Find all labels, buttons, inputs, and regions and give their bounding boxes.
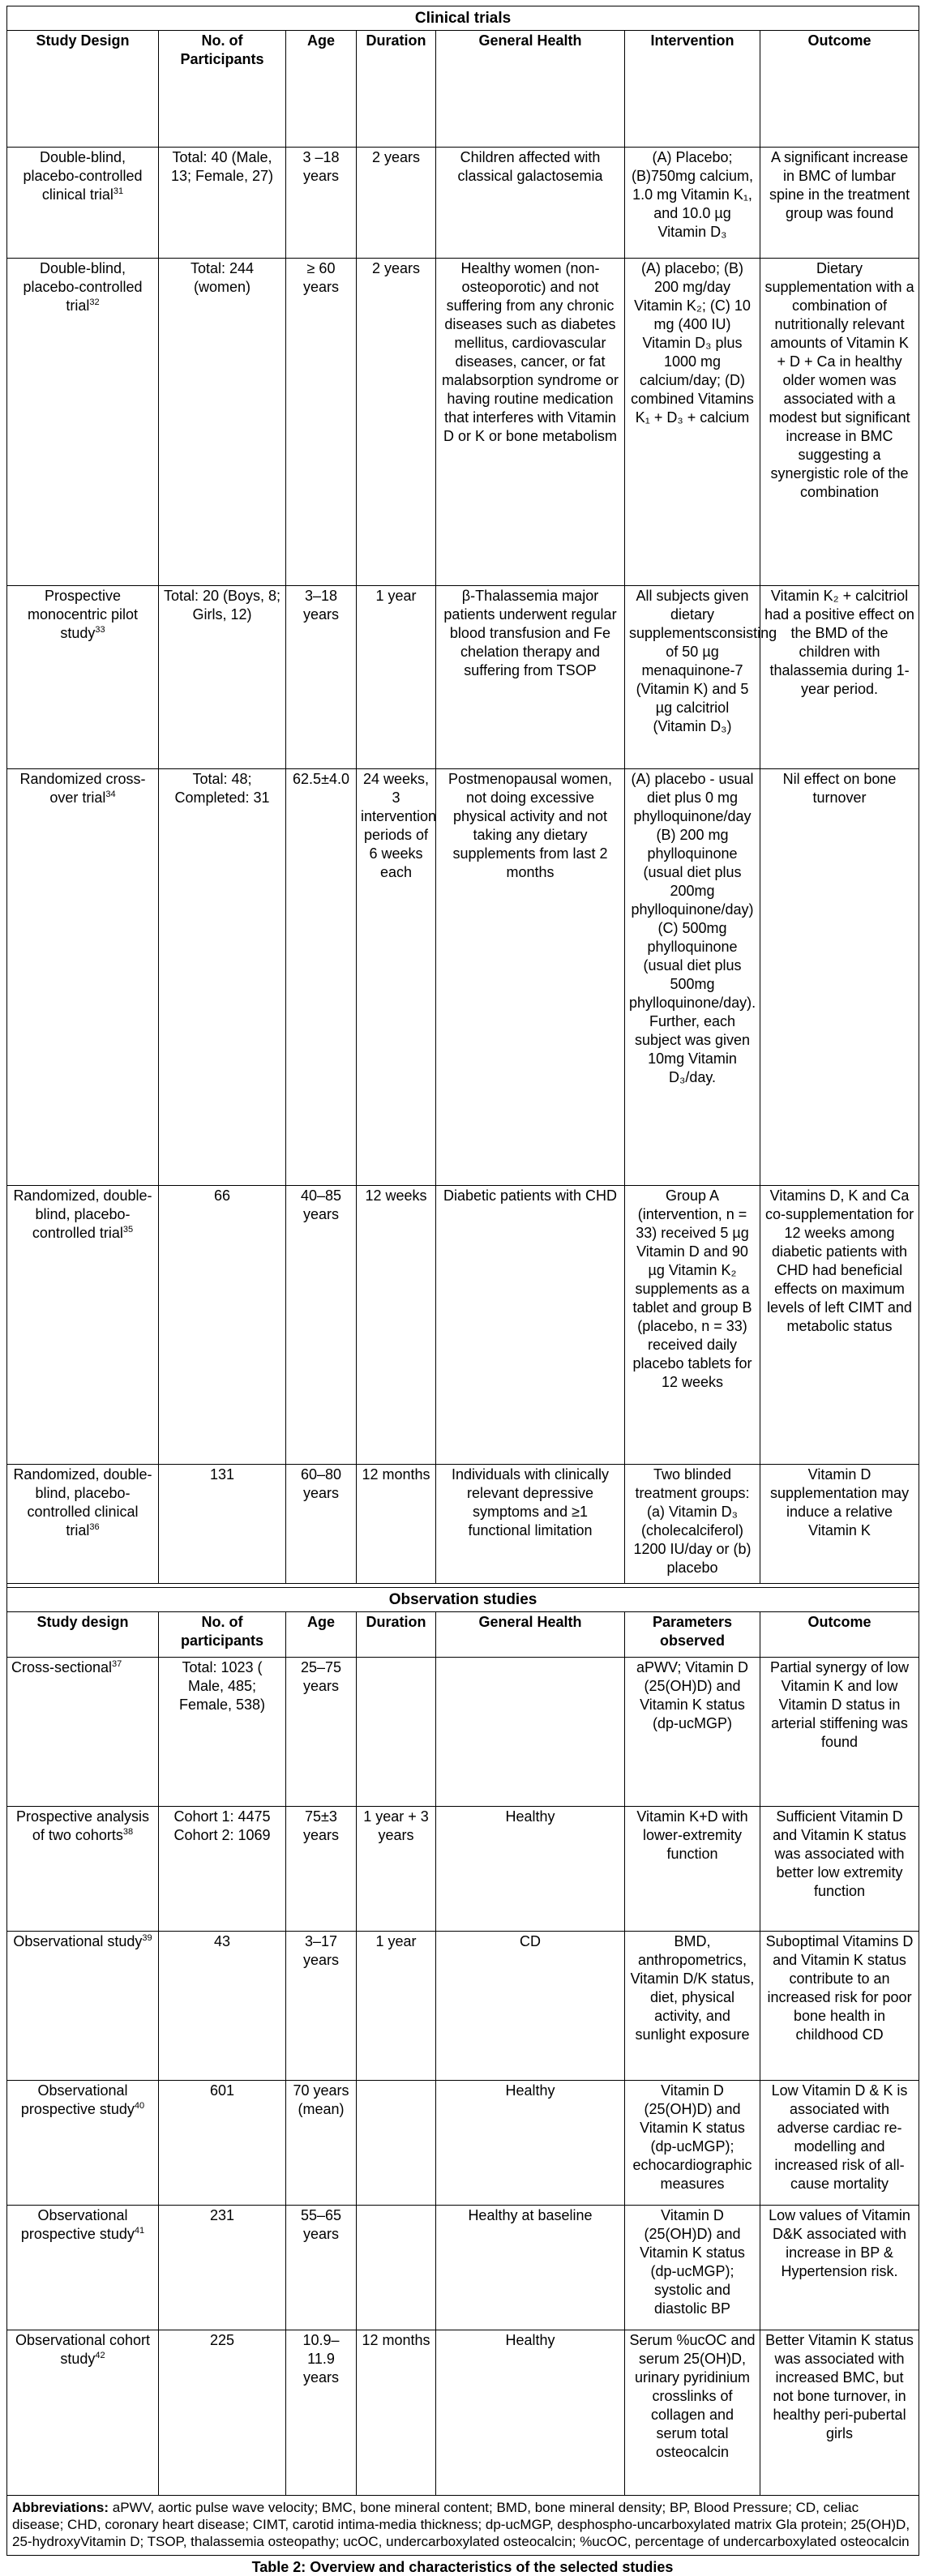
study-design-cell: Observational study$^{39}$ — [7, 1932, 159, 2081]
duration-cell: 1 year — [357, 586, 436, 769]
duration-cell — [357, 2206, 436, 2330]
observation-study-row — [7, 1807, 919, 1932]
participants-cell: 225 — [159, 2330, 286, 2496]
reference-number: 34 — [105, 789, 116, 799]
observation-header-row — [7, 1612, 919, 1658]
clinical-trial-row — [7, 769, 919, 1186]
general-health-cell — [436, 1658, 625, 1807]
study-design-cell: Prospective analysis of two cohorts$^{38}$ — [7, 1807, 159, 1932]
clinical-trial-row — [7, 1465, 919, 1584]
general-health-cell: Healthy — [436, 1807, 625, 1932]
study-design-cell: Randomized, double-blind, placebo-controlled trial$^{35}$ — [7, 1186, 159, 1465]
observation-study-row — [7, 2330, 919, 2496]
age-cell: 75±3 years — [286, 1807, 357, 1932]
duration-cell: 1 year + 3 years — [357, 1807, 436, 1932]
general-health-cell: Children affected with classical galactosemia — [436, 148, 625, 259]
age-cell: 60–80 years — [286, 1465, 357, 1584]
clinical-trials-title: Clinical trials — [7, 6, 919, 31]
outcome-cell: Low values of Vitamin D&K associated with increase in BP & Hypertension risk. — [760, 2206, 919, 2330]
col-header: General Health — [436, 1612, 625, 1658]
clinical-trial-row — [7, 1186, 919, 1465]
reference-number: 31 — [113, 186, 124, 196]
abbreviations — [7, 2496, 919, 2556]
parameters-observed-cell: Vitamin D (25(OH)D) and Vitamin K status (dp-ucMGP); systolic and diastolic BP — [625, 2206, 760, 2330]
studies-table — [6, 6, 919, 2556]
outcome-cell: Suboptimal Vitamins D and Vitamin K status contribute to an increased risk for poor bone health in childhood CD — [760, 1932, 919, 2081]
col-header: Study Design — [7, 31, 159, 148]
age-cell: ≥ 60 years — [286, 259, 357, 586]
general-health-cell: Healthy women (non-osteoporotic) and not suffering from any chronic diseases such as diabetes mellitus, cardiovascular diseases, cancer, or fat malabsorption syndrome or having routine medication that interferes with Vitamin D or K or bone metabolism — [436, 259, 625, 586]
duration-cell — [357, 1658, 436, 1807]
col-header: No. of Participants — [159, 31, 286, 148]
observation-study-row — [7, 2206, 919, 2330]
col-header: Age — [286, 1612, 357, 1658]
outcome-cell: Partial synergy of low Vitamin K and low Vitamin D status in arterial stiffening was found — [760, 1658, 919, 1807]
reference-number: 33 — [95, 625, 105, 635]
reference-number: 38 — [122, 1827, 134, 1837]
reference-number: 41 — [134, 2226, 145, 2236]
duration-cell: 12 weeks — [357, 1186, 436, 1465]
reference-number: 35 — [122, 1225, 134, 1235]
study-design-cell: Randomized, double-blind, placebo-controlled clinical trial$^{36}$ — [7, 1465, 159, 1584]
participants-cell: 601 — [159, 2081, 286, 2206]
reference-number: 32 — [89, 297, 100, 307]
col-header: General Health — [436, 31, 625, 148]
observation-study-row — [7, 1932, 919, 2081]
general-health-cell: Healthy — [436, 2330, 625, 2496]
participants-cell: Total: 48; Completed: 31 — [159, 769, 286, 1186]
outcome-cell: Nil effect on bone turnover — [760, 769, 919, 1186]
general-health-cell: Healthy — [436, 2081, 625, 2206]
study-design-cell: Cross-sectional$^{37}$ — [7, 1658, 159, 1807]
participants-cell: Total: 1023 ( Male, 485; Female, 538) — [159, 1658, 286, 1807]
parameters-observed-cell: Vitamin D (25(OH)D) and Vitamin K status (dp-ucMGP); echocardiographic measures — [625, 2081, 760, 2206]
reference-number: 40 — [134, 2101, 145, 2111]
observation-study-row — [7, 2081, 919, 2206]
duration-cell: 12 months — [357, 2330, 436, 2496]
study-design-cell: Observational prospective study$^{41}$ — [7, 2206, 159, 2330]
duration-cell: 12 months — [357, 1465, 436, 1584]
clinical-trial-row — [7, 586, 919, 769]
duration-cell: 2 years — [357, 148, 436, 259]
reference-number: 36 — [89, 1522, 100, 1532]
parameters-observed-cell: BMD, anthropometrics, Vitamin D/K status, diet, physical activity, and sunlight exposure — [625, 1932, 760, 2081]
col-header: Outcome — [760, 1612, 919, 1658]
study-design-cell: Randomized cross-over trial$^{34}$ — [7, 769, 159, 1186]
outcome-cell: Sufficient Vitamin D and Vitamin K status was associated with better low extremity function — [760, 1807, 919, 1932]
general-health-cell: CD — [436, 1932, 625, 2081]
abbreviations-label: Abbreviations: — [12, 2500, 109, 2515]
general-health-cell: Individuals with clinically relevant depressive symptoms and ≥1 functional limitation — [436, 1465, 625, 1584]
reference-number: 37 — [112, 1659, 122, 1669]
outcome-cell: Dietary supplementation with a combination of nutritionally relevant amounts of Vitamin K + D + Ca in healthy older women was associated with a modest but significant increase in BMC suggesting a synergistic role of the combination — [760, 259, 919, 586]
participants-cell: Cohort 1: 4475 Cohort 2: 1069 — [159, 1807, 286, 1932]
participants-cell: Total: 20 (Boys, 8; Girls, 12) — [159, 586, 286, 769]
study-design-cell: Observational prospective study$^{40}$ — [7, 2081, 159, 2206]
outcome-cell: Better Vitamin K status was associated with increased BMC, but not bone turnover, in healthy peri-pubertal girls — [760, 2330, 919, 2496]
participants-cell: 131 — [159, 1465, 286, 1584]
clinical-trial-row — [7, 259, 919, 586]
col-header: Study design — [7, 1612, 159, 1658]
study-design-cell: Observational cohort study$^{42}$ — [7, 2330, 159, 2496]
intervention-cell: Two blinded treatment groups: (a) Vitamin D₃ (cholecalciferol) 1200 IU/day or (b) placebo — [625, 1465, 760, 1584]
col-header: Intervention — [625, 31, 760, 148]
outcome-cell: Vitamin D supplementation may induce a relative Vitamin K — [760, 1465, 919, 1584]
age-cell: 25–75 years — [286, 1658, 357, 1807]
reference-number: 39 — [142, 1933, 152, 1943]
observation-study-row — [7, 1658, 919, 1807]
outcome-cell: Vitamins D, K and Ca co-supplementation for 12 weeks among diabetic patients with CHD had beneficial effects on maximum levels of left CIMT and metabolic status — [760, 1186, 919, 1465]
duration-cell: 24 weeks, 3 intervention periods of 6 weeks each — [357, 769, 436, 1186]
duration-cell: 2 years — [357, 259, 436, 586]
intervention-cell: All subjects given dietary supplementsconsisting of 50 µg menaquinone-7 (Vitamin K) and 5 µg calcitriol (Vitamin D₃) — [625, 586, 760, 769]
duration-cell: 1 year — [357, 1932, 436, 2081]
col-header: Outcome — [760, 31, 919, 148]
age-cell: 55–65 years — [286, 2206, 357, 2330]
general-health-cell: Diabetic patients with CHD — [436, 1186, 625, 1465]
col-header: Duration — [357, 1612, 436, 1658]
duration-cell — [357, 2081, 436, 2206]
participants-cell: 231 — [159, 2206, 286, 2330]
clinical-header-row — [7, 31, 919, 148]
intervention-cell: Group A (intervention, n = 33) received 5 µg Vitamin D and 90 µg Vitamin K₂ supplements as a tablet and group B (placebo, n = 33) received daily placebo tablets for 12 weeks — [625, 1186, 760, 1465]
age-cell: 62.5±4.0 — [286, 769, 357, 1186]
parameters-observed-cell: aPWV; Vitamin D (25(OH)D) and Vitamin K status (dp-ucMGP) — [625, 1658, 760, 1807]
age-cell: 3–18 years — [286, 586, 357, 769]
age-cell: 10.9–11.9 years — [286, 2330, 357, 2496]
age-cell: 40–85 years — [286, 1186, 357, 1465]
clinical-trial-row — [7, 148, 919, 259]
col-header: Parameters observed — [625, 1612, 760, 1658]
age-cell: 3 –18 years — [286, 148, 357, 259]
document — [6, 6, 919, 2576]
abbreviations-text: aPWV, aortic pulse wave velocity; BMC, bone mineral content; BMD, bone mineral density; BP, Blood Pressure; CD, celiac disease; CHD, coronary heart disease; CIMT, carotid intima-media thickness; dp-ucMGP, desphospho-uncarboxylated matrix Gla protein; 25(OH)D, 25-hydroxyVitamin D; TSOP, thalassemia osteopathy; ucOC, undercarboxylated osteocalcin; %ucOC, percentage of undercarboxylated osteocalcin — [12, 2500, 910, 2549]
age-cell: 3–17 years — [286, 1932, 357, 2081]
col-header: No. of participants — [159, 1612, 286, 1658]
parameters-observed-cell: Vitamin K+D with lower-extremity function — [625, 1807, 760, 1932]
general-health-cell: β-Thalassemia major patients underwent regular blood transfusion and Fe chelation therapy and suffering from TSOP — [436, 586, 625, 769]
study-design-cell: Double-blind, placebo-controlled trial$^{32}$ — [7, 259, 159, 586]
outcome-cell: Low Vitamin D & K is associated with adverse cardiac re-modelling and increased risk of all-cause mortality — [760, 2081, 919, 2206]
parameters-observed-cell: Serum %ucOC and serum 25(OH)D, urinary pyridinium crosslinks of collagen and serum total osteocalcin — [625, 2330, 760, 2496]
intervention-cell: (A) placebo; (B) 200 mg/day Vitamin K₂; (C) 10 mg (400 IU) Vitamin D₃ plus 1000 mg calcium/day; (D) combined Vitamins K₁ + D₃ + calcium — [625, 259, 760, 586]
study-design-cell: Prospective monocentric pilot study$^{33}$ — [7, 586, 159, 769]
intervention-cell: (A) Placebo; (B)750mg calcium, 1.0 mg Vitamin K₁, and 10.0 µg Vitamin D₃ — [625, 148, 760, 259]
outcome-cell: A significant increase in BMC of lumbar spine in the treatment group was found — [760, 148, 919, 259]
intervention-cell: (A) placebo - usual diet plus 0 mg phylloquinone/day (B) 200 mg phylloquinone (usual diet plus 200mg phylloquinone/day) (C) 500mg phylloquinone (usual diet plus 500mg phylloquinone/day). Further, each subject was given 10mg Vitamin D₃/day. — [625, 769, 760, 1186]
reference-number: 42 — [95, 2351, 105, 2360]
table-caption: Table 2: Overview and characteristics of the selected studies — [251, 2559, 674, 2575]
participants-cell: 43 — [159, 1932, 286, 2081]
general-health-cell: Postmenopausal women, not doing excessive physical activity and not taking any dietary supplements from last 2 months — [436, 769, 625, 1186]
general-health-cell: Healthy at baseline — [436, 2206, 625, 2330]
observation-studies-title: Observation studies — [7, 1588, 919, 1612]
col-header: Duration — [357, 31, 436, 148]
participants-cell: Total: 244 (women) — [159, 259, 286, 586]
age-cell: 70 years (mean) — [286, 2081, 357, 2206]
col-header: Age — [286, 31, 357, 148]
outcome-cell: Vitamin K₂ + calcitriol had a positive effect on the BMD of the children with thalassemia during 1-year period. — [760, 586, 919, 769]
participants-cell: 66 — [159, 1186, 286, 1465]
participants-cell: Total: 40 (Male, 13; Female, 27) — [159, 148, 286, 259]
study-design-cell: Double-blind, placebo-controlled clinical trial$^{31}$ — [7, 148, 159, 259]
